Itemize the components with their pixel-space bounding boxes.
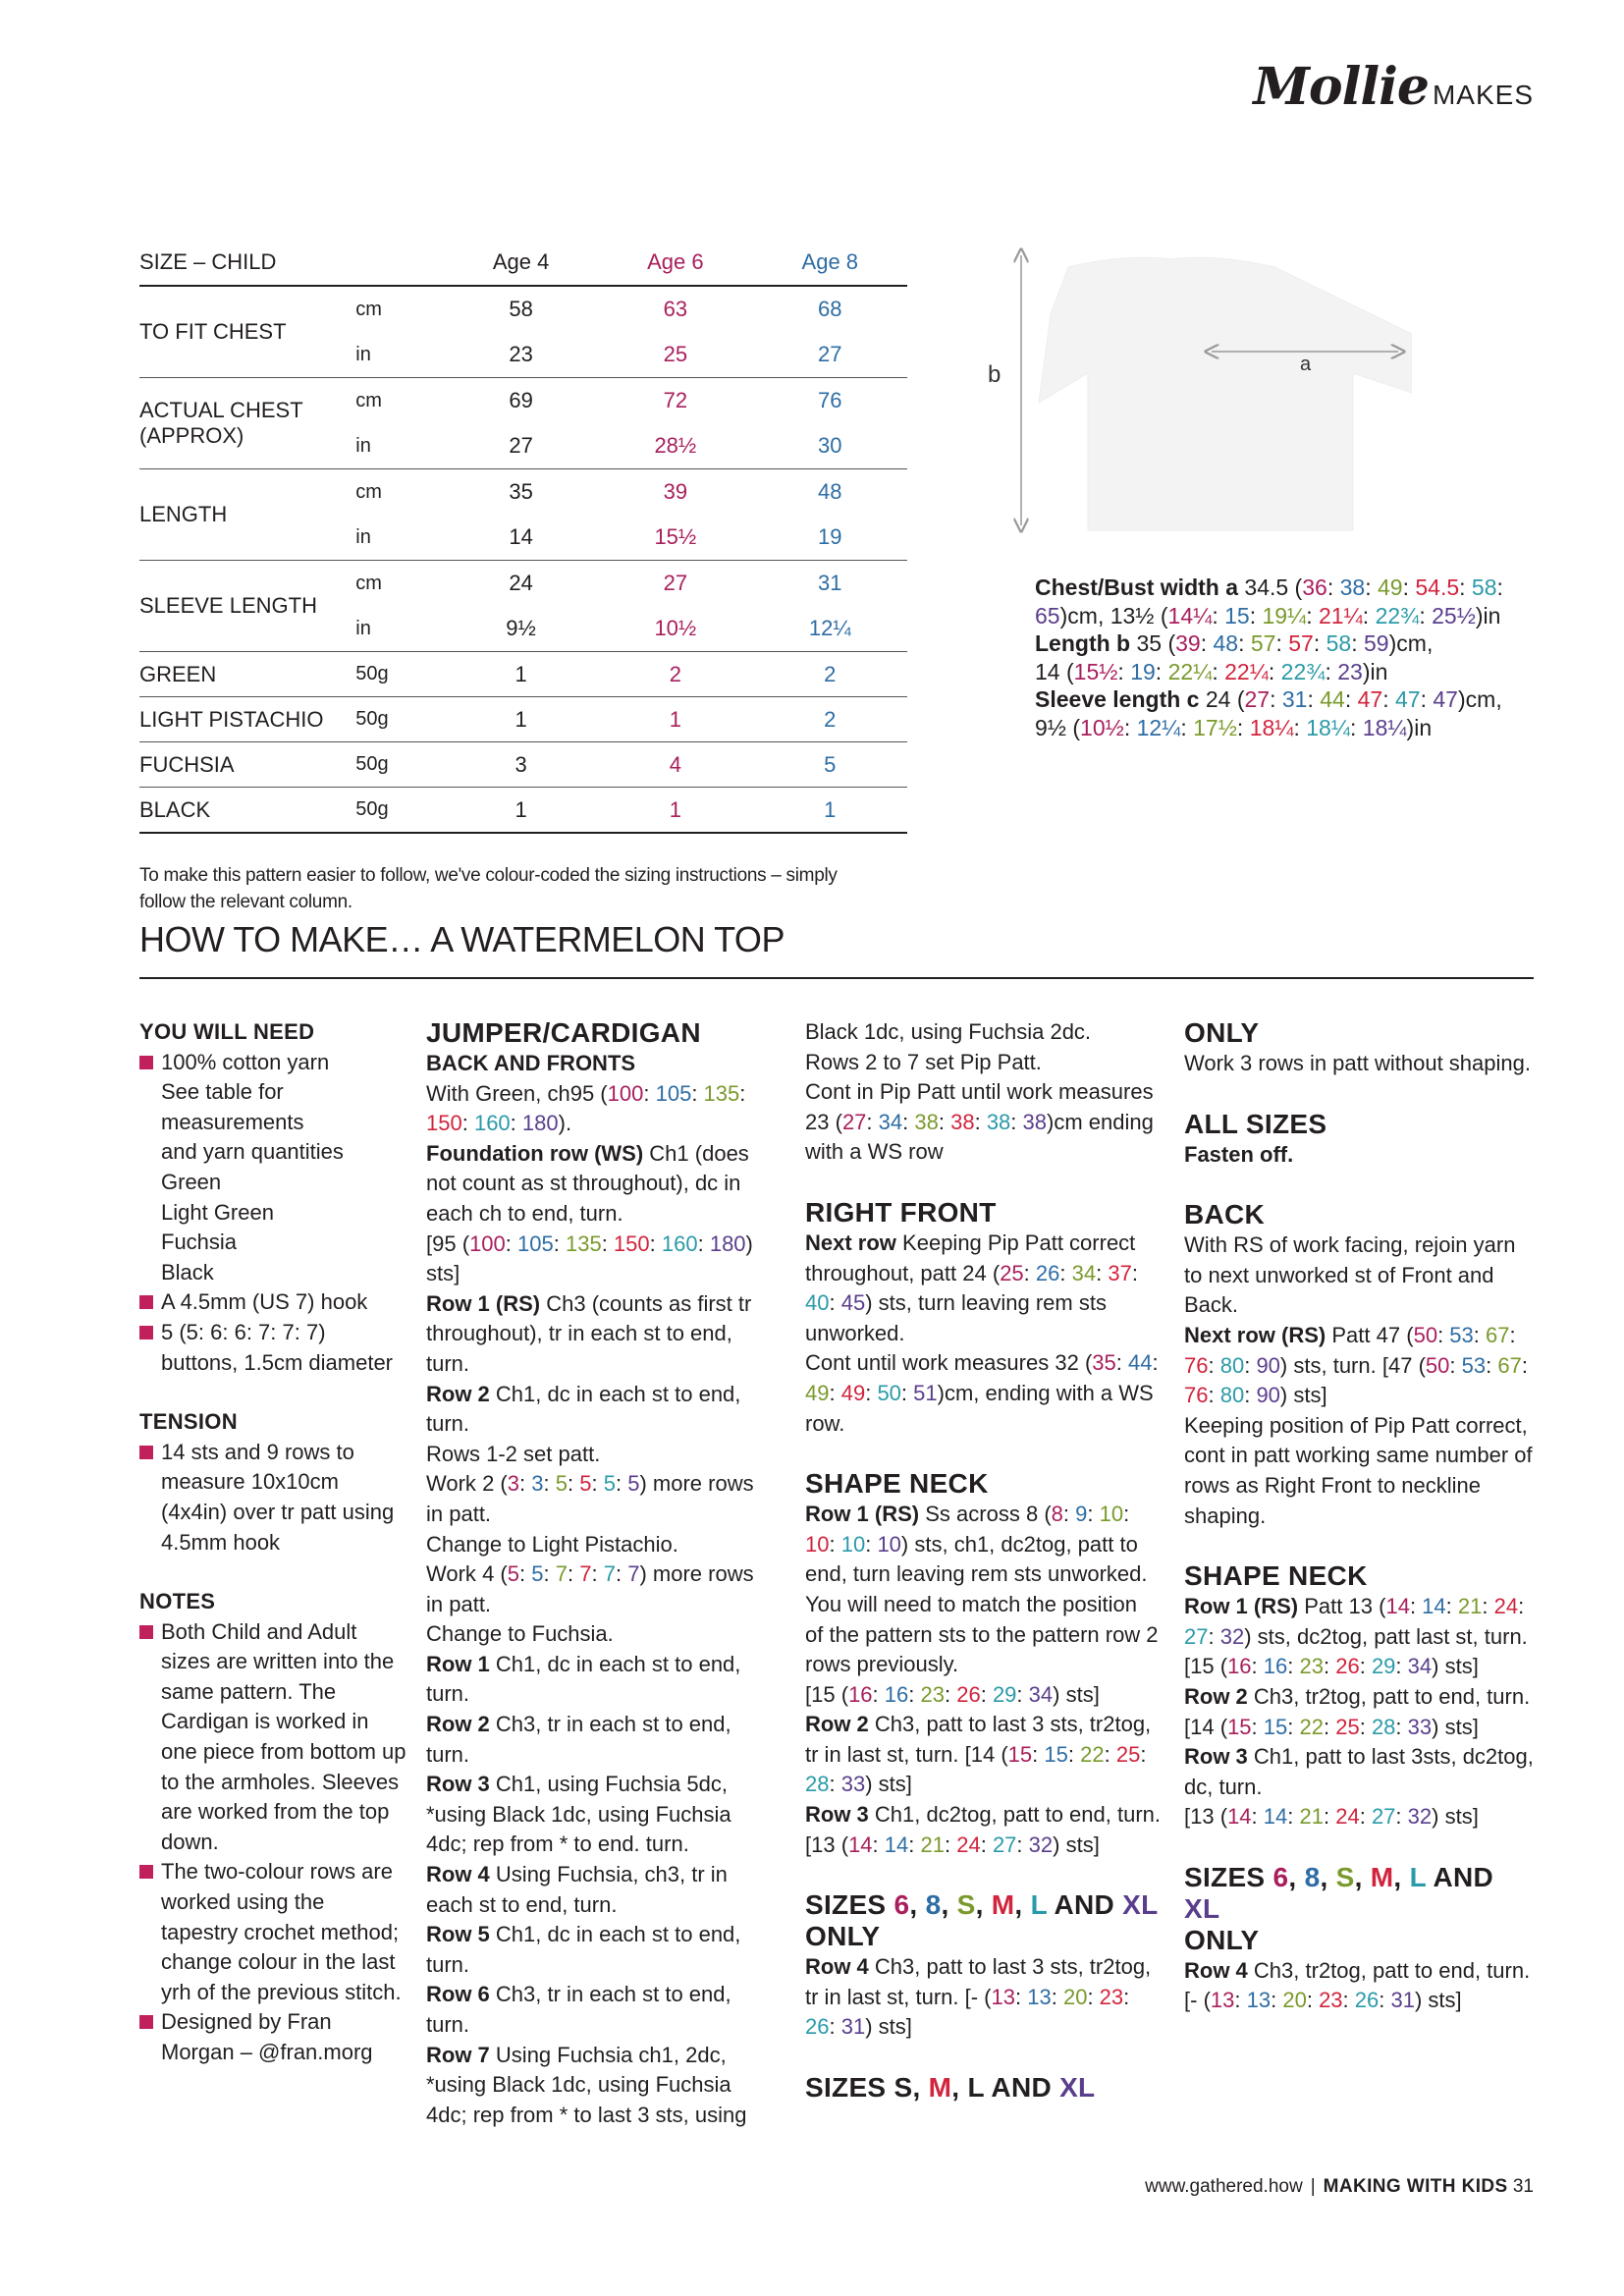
page-title: HOW TO MAKE… A WATERMELON TOP xyxy=(139,919,785,959)
unit-cm: cm xyxy=(355,390,382,411)
section-heading: ONLY xyxy=(1184,1017,1260,1048)
section-heading: ALL SIZES xyxy=(1184,1108,1327,1139)
unit-in: in xyxy=(355,435,371,457)
pattern-line: With Green, ch95 (100: 105: 135: 150: 160: 180). xyxy=(426,1080,746,1136)
yarn-row xyxy=(139,697,907,742)
yarn-label: FUCHSIA xyxy=(139,742,355,788)
cell: 10½ xyxy=(654,616,697,640)
logo-script: Mollie xyxy=(1253,57,1429,117)
logo-makes: MAKES xyxy=(1432,80,1534,110)
cell: 12¼ xyxy=(808,616,851,640)
cell: 76 xyxy=(818,388,842,412)
chest-label: Chest/Bust width a xyxy=(1035,574,1239,600)
age-8-header: Age 8 xyxy=(801,249,859,274)
materials-list xyxy=(139,1048,406,1379)
pattern-line: Row 2 Ch3, patt to last 3 sts, tr2tog, tr in last st, turn. [14 (15: 15: 22: 25: 28: 33) sts] xyxy=(805,1712,1152,1797)
pattern-line: Change to Light Pistachio. xyxy=(426,1531,678,1557)
cell: 5 xyxy=(753,742,907,788)
cell: 48 xyxy=(818,479,842,504)
section-heading: RIGHT FRONT xyxy=(805,1196,997,1228)
pattern-line: Foundation row (WS) Ch1 (does not count as st throughout), dc in each ch to end, turn. [95 (100: 105: 135: 150: 160: 180) sts] xyxy=(426,1140,753,1286)
column-3 xyxy=(805,1017,1161,2104)
table-row xyxy=(139,286,907,378)
garment-diagram xyxy=(980,246,1412,540)
table-title: SIZE – CHILD xyxy=(139,249,277,274)
list-item: 5 (5: 6: 6: 7: 7: 7) buttons, 1.5cm diameter xyxy=(139,1318,406,1378)
pattern-line: Rows 1-2 set patt. xyxy=(426,1441,601,1466)
pattern-line: Row 4 Ch3, patt to last 3 sts, tr2tog, tr in last st, turn. [- (13: 13: 20: 23: 26: 31) sts] xyxy=(805,1954,1152,2040)
cell: 24 xyxy=(509,571,533,595)
pattern-line: Row 3 Ch1, dc2tog, patt to end, turn. [13 (14: 14: 21: 24: 27: 32) sts] xyxy=(805,1802,1162,1857)
section-heading: SIZES 6, 8, S, M, L AND XL ONLY xyxy=(805,1889,1159,1952)
pattern-line: Rows 2 to 7 set Pip Patt. xyxy=(805,1049,1042,1074)
pattern-line: Row 1 Ch1, dc in each st to end, turn. xyxy=(426,1651,741,1707)
yarn-row xyxy=(139,652,907,697)
unit-in: in xyxy=(355,618,371,639)
table-row xyxy=(139,561,907,652)
cell: 27 xyxy=(663,571,688,595)
pattern-line: Work 2 (3: 3: 5: 5: 5: 5) more rows in patt. xyxy=(426,1471,754,1526)
list-item: 100% cotton yarn See table for measurements and yarn quantities Green Light Green Fuchsia Black xyxy=(139,1048,406,1288)
row-label: ACTUAL CHEST (APPROX) xyxy=(139,378,355,469)
label-a: a xyxy=(1300,354,1312,375)
yarn-unit: 50g xyxy=(355,788,444,834)
cell: 14 xyxy=(509,524,533,549)
yarn-label: BLACK xyxy=(139,788,355,834)
cell: 69 xyxy=(509,388,533,412)
section-heading: BACK xyxy=(1184,1199,1266,1230)
column-1 xyxy=(139,1017,406,2068)
pattern-line: Row 6 Ch3, tr in each st to end, turn. xyxy=(426,1982,731,2037)
unit-in: in xyxy=(355,344,371,365)
table-row xyxy=(139,469,907,561)
length-label: Length b xyxy=(1035,630,1131,656)
cell: 9½ xyxy=(506,616,536,640)
cell: 27 xyxy=(818,342,842,366)
pattern-line: Row 7 Using Fuchsia ch1, 2dc, *using Black 1dc, using Fuchsia 4dc; rep from * to last 3 sts, using xyxy=(426,2042,747,2127)
section-heading: SIZES 6, 8, S, M, L AND XL ONLY xyxy=(1184,1861,1494,1955)
column-4 xyxy=(1184,1017,1534,2016)
cell: 63 xyxy=(663,297,688,321)
pattern-line: Work 4 (5: 5: 7: 7: 7: 7) more rows in patt. xyxy=(426,1561,754,1616)
cell: 4 xyxy=(598,742,752,788)
section-heading: SHAPE NECK xyxy=(805,1468,989,1500)
pattern-line: Fasten off. xyxy=(1184,1141,1294,1167)
page-footer: www.gathered.how | MAKING WITH KIDS 31 xyxy=(1145,2176,1534,2197)
pattern-line: Row 5 Ch1, dc in each st to end, turn. xyxy=(426,1922,741,1977)
pattern-line: Row 4 Using Fuchsia, ch3, tr in each st to end, turn. xyxy=(426,1862,728,1917)
cell: 19 xyxy=(818,524,842,549)
pattern-line: Row 2 Ch3, tr2tog, patt to end, turn. [14 (15: 15: 22: 25: 28: 33) sts] xyxy=(1184,1683,1531,1739)
pattern-line: Black 1dc, using Fuchsia 2dc. xyxy=(805,1019,1092,1044)
pattern-line: Row 2 Ch1, dc in each st to end, turn. xyxy=(426,1381,741,1437)
column-2 xyxy=(426,1017,776,2130)
cell: 2 xyxy=(598,652,752,697)
yarn-row xyxy=(139,788,907,834)
yarn-unit: 50g xyxy=(355,742,444,788)
pattern-line: Next row Keeping Pip Patt correct throughout, patt 24 (25: 26: 34: 37: 40: 45) sts, turn leaving rem sts unworked. xyxy=(805,1230,1138,1345)
cell: 39 xyxy=(663,479,688,504)
row-label: LENGTH xyxy=(139,469,355,561)
cell: 25 xyxy=(663,342,688,366)
size-table xyxy=(139,240,907,834)
pattern-line: Cont until work measures 32 (35: 44: 49: 49: 50: 51)cm, ending with a WS row. xyxy=(805,1350,1159,1436)
pattern-line: Next row (RS) Patt 47 (50: 53: 67: 76: 80: 90) sts, turn. [47 (50: 53: 67: 76: 80: 90) sts] xyxy=(1184,1322,1528,1408)
cell: 68 xyxy=(818,297,842,321)
yarn-label: LIGHT PISTACHIO xyxy=(139,697,355,742)
section-heading: SIZES S, M, L AND XL xyxy=(805,2072,1096,2104)
cell: 2 xyxy=(753,652,907,697)
yarn-unit: 50g xyxy=(355,697,444,742)
yarn-label: GREEN xyxy=(139,652,355,697)
unit-cm: cm xyxy=(355,573,382,594)
unit-in: in xyxy=(355,526,371,548)
table-header-row xyxy=(139,240,907,286)
notes-heading: NOTES xyxy=(139,1589,216,1614)
label-b: b xyxy=(988,361,1001,388)
cell: 1 xyxy=(598,788,752,834)
pattern-line: Row 1 (RS) Patt 13 (14: 14: 21: 24: 27: 32) sts, dc2tog, patt last st, turn. [15 (16: 16: 23: 26: 29: 34) sts] xyxy=(1184,1594,1528,1679)
magazine-logo xyxy=(1253,57,1534,117)
age-4-header: Age 4 xyxy=(492,249,550,274)
pattern-line: Cont in Pip Patt until work measures 23 (27: 34: 38: 38: 38: 38)cm ending with a WS row xyxy=(805,1079,1154,1165)
cell: 58 xyxy=(509,297,533,321)
cell: 31 xyxy=(818,571,842,595)
list-item: Designed by Fran Morgan – @fran.morg xyxy=(139,2007,406,2067)
table-note: To make this pattern easier to follow, we've colour-coded the sizing instructions – simply follow the relevant column. xyxy=(139,865,838,912)
footer-section: MAKING WITH KIDS xyxy=(1323,2176,1508,2197)
subheading: BACK AND FRONTS xyxy=(426,1051,636,1075)
page-number: 31 xyxy=(1512,2176,1534,2197)
cell: 1 xyxy=(444,697,598,742)
title-divider xyxy=(139,977,1534,979)
pattern-line: Row 1 (RS) Ss across 8 (8: 9: 10: 10: 10: 10) sts, ch1, dc2tog, patt to end, turn leaving rem sts unworked. You will need to match the position of the pattern sts to the pattern row 2 rows previously. [15 (16: 16: 23: 26: 29: 34) sts] xyxy=(805,1502,1159,1707)
cell: 1 xyxy=(598,697,752,742)
pattern-line: With RS of work facing, rejoin yarn to next unworked st of Front and Back. xyxy=(1184,1232,1516,1318)
list-item: Both Child and Adult sizes are written into the same pattern. The Cardigan is worked in one piece from bottom up to the armholes. Sleeves are worked from the top down. xyxy=(139,1617,406,1858)
sleeve-label: Sleeve length c xyxy=(1035,686,1200,712)
section-heading: JUMPER/CARDIGAN xyxy=(426,1017,701,1048)
cell: 23 xyxy=(509,342,533,366)
cell: 15½ xyxy=(654,524,697,549)
pattern-line: Row 1 (RS) Ch3 (counts as first tr throughout), tr in each st to end, turn. xyxy=(426,1290,752,1376)
footer-url[interactable]: www.gathered.how xyxy=(1145,2176,1303,2197)
list-item: 14 sts and 9 rows to measure 10x10cm (4x4in) over tr patt using 4.5mm hook xyxy=(139,1438,406,1558)
cell: 28½ xyxy=(654,433,697,458)
row-label: SLEEVE LENGTH xyxy=(139,561,355,652)
cell: 2 xyxy=(753,697,907,742)
pattern-line: Change to Fuchsia. xyxy=(426,1621,614,1647)
you-will-need-heading: YOU WILL NEED xyxy=(139,1019,315,1044)
cell: 3 xyxy=(444,742,598,788)
cell: 35 xyxy=(509,479,533,504)
list-item: The two-colour rows are worked using the tapestry crochet method; change colour in the last yrh of the previous stitch. xyxy=(139,1857,406,2007)
age-6-header: Age 6 xyxy=(647,249,704,274)
cell: 72 xyxy=(663,388,688,412)
pattern-line: Row 2 Ch3, tr in each st to end, turn. xyxy=(426,1712,731,1767)
cell: 1 xyxy=(753,788,907,834)
pattern-line: Work 3 rows in patt without shaping. xyxy=(1184,1051,1531,1075)
row-label: TO FIT CHEST xyxy=(139,286,355,378)
measurements-block: Chest/Bust width a 34.5 (36: 38: 49: 54.5: 58: 65)cm, 13½ (14¼: 15: 19¼: 21¼: 22¾: 25½)in Length b 35 (39: 48: 57: 57: 58: 59)cm, 14 (15½: 19: 22¼: 22¼: 22¾: 23)in Sleeve length c 24 (27: 31: 44: 47: 47: 47)cm, 9½ (10½: 12¼: 17½: 18¼: 18¼: 18¼)in xyxy=(1035,574,1503,740)
yarn-row xyxy=(139,742,907,788)
cell: 1 xyxy=(444,652,598,697)
unit-cm: cm xyxy=(355,299,382,320)
pattern-line: Row 3 Ch1, using Fuchsia 5dc, *using Black 1dc, using Fuchsia 4dc; rep from * to end. turn. xyxy=(426,1772,731,1857)
cell: 30 xyxy=(818,433,842,458)
notes-list xyxy=(139,1617,406,2068)
pattern-line: Keeping position of Pip Patt correct, cont in patt working same number of rows as Right Front to neckline shaping. xyxy=(1184,1412,1533,1528)
cell: 27 xyxy=(509,433,533,458)
pattern-line: Row 4 Ch3, tr2tog, patt to end, turn. [- (13: 13: 20: 23: 26: 31) sts] xyxy=(1184,1957,1531,2013)
list-item: A 4.5mm (US 7) hook xyxy=(139,1287,406,1318)
pattern-line: Row 3 Ch1, patt to last 3sts, dc2tog, dc, turn. [13 (14: 14: 21: 24: 27: 32) sts] xyxy=(1184,1744,1534,1830)
cell: 1 xyxy=(444,788,598,834)
section-heading: SHAPE NECK xyxy=(1184,1560,1368,1592)
unit-cm: cm xyxy=(355,481,382,503)
yarn-unit: 50g xyxy=(355,652,444,697)
tension-heading: TENSION xyxy=(139,1409,238,1435)
table-row xyxy=(139,378,907,469)
jumper-silhouette xyxy=(1039,257,1412,530)
